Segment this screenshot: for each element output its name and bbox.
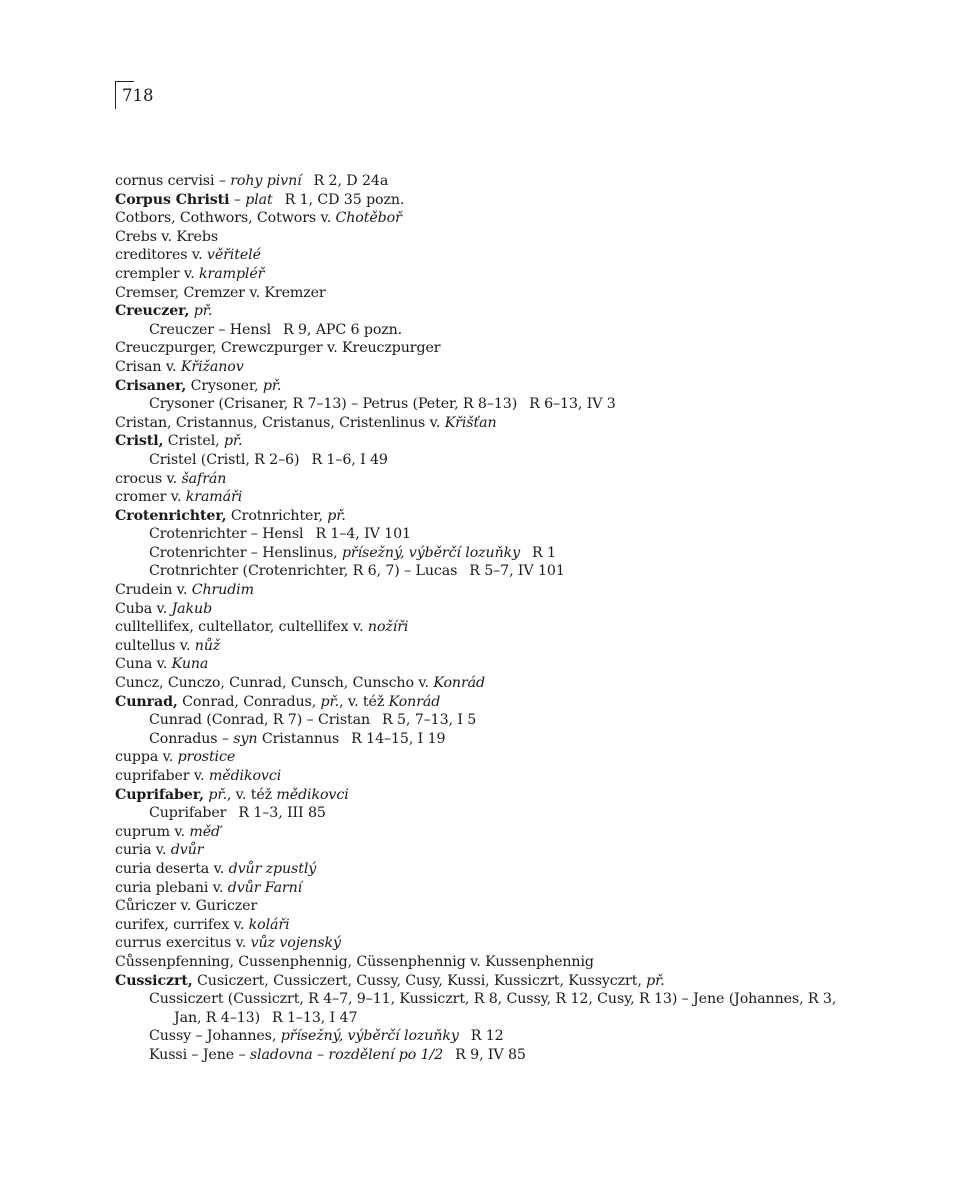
entry-text: Crebs v. Krebs <box>115 228 218 245</box>
entry-text: Conradus – <box>149 730 234 747</box>
entry-italic-text: syn <box>233 730 258 747</box>
entry-italic-text: nožíři <box>367 619 409 636</box>
entry-italic-text: př. <box>223 433 243 450</box>
entry-reference: R 14–15, I 19 <box>351 730 446 747</box>
index-entry <box>115 377 855 396</box>
entry-text: Cusiczert, Cussiczert, Cussy, Cusy, Kussi, Kussiczrt, Kussyczrt, <box>192 972 647 989</box>
index-entry <box>115 748 855 767</box>
entry-italic-text: př. <box>646 972 665 989</box>
page-number: 718 <box>122 86 154 105</box>
entry-reference: R 9, APC 6 pozn. <box>283 321 403 338</box>
entry-text: Crotnrichter, <box>226 507 328 524</box>
entry-italic-text: Jakub <box>171 600 213 617</box>
entry-text: Cůriczer v. Guriczer <box>115 898 258 915</box>
index-subentry <box>115 525 855 544</box>
index-subentry <box>115 451 855 470</box>
entry-text: Cunrad (Conrad, R 7) – Cristan <box>149 712 370 729</box>
entry-headword: Crotenrichter, <box>115 507 227 524</box>
entry-text: Conrad, Conradus, <box>177 693 321 710</box>
entry-text: currus exercitus v. <box>115 935 251 952</box>
entry-reference: R 1 <box>532 544 556 561</box>
index-entry <box>115 841 855 860</box>
entry-headword: Cussiczrt, <box>115 972 193 989</box>
entry-text: crempler v. <box>115 265 200 282</box>
entry-italic-text: šafrán <box>181 470 227 487</box>
entry-italic-text: př. <box>320 693 340 710</box>
index-subentry <box>115 395 855 414</box>
index-entry <box>115 934 855 953</box>
entry-text: cultellus v. <box>115 637 195 654</box>
index-entry <box>115 786 855 805</box>
entry-italic-text: koláři <box>248 916 290 933</box>
entry-italic-text: př. <box>262 377 282 394</box>
index-entry <box>115 823 855 842</box>
index-entry <box>115 172 855 191</box>
index-entry <box>115 637 855 656</box>
entry-headword: Corpus Christi <box>115 191 230 208</box>
index-subentry <box>115 711 855 730</box>
entry-text: Cuprifaber <box>149 805 227 822</box>
index-entry <box>115 916 855 935</box>
entry-text: Cristel, <box>163 433 224 450</box>
index-entry <box>115 246 855 265</box>
entry-text: Cuna v. <box>115 656 172 673</box>
entry-text: curia plebani v. <box>115 879 228 896</box>
entry-reference: R 6–13, IV 3 <box>529 396 616 413</box>
entry-italic-text: př. <box>327 507 346 524</box>
entry-italic-text: př. <box>208 786 227 803</box>
entry-italic-text: Kuna <box>171 656 209 673</box>
index-entry <box>115 860 855 879</box>
index-entry <box>115 655 855 674</box>
entry-italic-text: Chrudim <box>191 582 254 599</box>
entry-text: Kussi – Jene – <box>149 1046 250 1063</box>
entry-italic-text: nůž <box>194 637 221 654</box>
index-subentry <box>115 804 855 823</box>
index-subentry <box>115 1027 855 1046</box>
entry-text: creditores v. <box>115 247 207 264</box>
index-subentry <box>115 1046 855 1065</box>
entry-italic-text: Chotěboř <box>335 210 402 227</box>
index-entry <box>115 618 855 637</box>
index-entry <box>115 897 855 916</box>
index-entry <box>115 488 855 507</box>
entry-italic-text: př. <box>193 303 213 320</box>
entry-reference: R 9, IV 85 <box>455 1046 526 1063</box>
index-entry <box>115 209 855 228</box>
entry-text: Cůssenpfenning, Cussenphennig, Cüssenphennig v. Kussenphennig <box>115 953 594 970</box>
index-entry <box>115 879 855 898</box>
entry-text: – <box>229 191 246 208</box>
entry-italic-text: měď <box>189 823 221 840</box>
entry-reference: R 12 <box>470 1028 504 1045</box>
entry-text: Crisan v. <box>115 358 181 375</box>
index-entry <box>115 953 855 972</box>
entry-italic-text: dvůr <box>170 842 204 859</box>
entry-text: Cuba v. <box>115 600 172 617</box>
entry-italic-text: přísežný, výběrčí lozuňky <box>341 544 521 561</box>
entry-reference: R 2, D 24a <box>313 173 389 189</box>
entry-text: Cristel (Cristl, R 2–6) <box>149 451 300 468</box>
entry-text: culltellifex, cultellator, cultellifex v. <box>115 619 368 636</box>
entry-reference: R 1–6, I 49 <box>311 451 388 468</box>
index-subentry <box>115 321 855 340</box>
entry-reference: R 5–7, IV 101 <box>469 563 565 580</box>
entry-italic-text: dvůr Farní <box>227 879 303 896</box>
index-subentry <box>115 990 855 1027</box>
entry-italic-text: mědikovci <box>276 786 349 803</box>
index-entry <box>115 191 855 210</box>
entry-text: , v. též <box>226 786 277 803</box>
entry-italic-text: krampléř <box>199 265 265 282</box>
entry-reference: R 1, CD 35 pozn. <box>284 191 405 208</box>
index-subentry <box>115 730 855 749</box>
entry-italic-text: dvůr zpustlý <box>228 860 317 877</box>
index-entry <box>115 581 855 600</box>
entry-italic-text: sladovna – rozdělení po 1/2 <box>249 1046 444 1063</box>
entry-text: Creuczpurger, Crewczpurger v. Kreuczpurger <box>115 340 441 357</box>
entry-text: Crysoner, <box>186 377 263 394</box>
entry-text: Crotenrichter – Hensl <box>149 526 304 543</box>
entry-text: Crotenrichter – Henslinus, <box>149 544 342 561</box>
entry-text: cuprifaber v. <box>115 768 209 784</box>
entry-text: Creuczer – Hensl <box>149 321 272 338</box>
index-entry <box>115 674 855 693</box>
entry-text: cornus cervisi – <box>115 173 231 189</box>
entry-reference: R 1–13, I 47 <box>272 1009 358 1026</box>
entry-text: cuprum v. <box>115 823 190 840</box>
entry-text: Cussiczert (Cussiczrt, R 4–7, 9–11, Kussiczrt, R 8, Cussy, R 12, Cusy, R 13) – Jene (Johannes, R 3, Jan, R 4–13) <box>149 991 837 1026</box>
entry-headword: Cunrad, <box>115 693 178 710</box>
entry-italic-text: Křišťan <box>444 414 497 431</box>
entry-headword: Cuprifaber, <box>115 786 204 803</box>
index-entry <box>115 414 855 433</box>
entry-headword: Creuczer, <box>115 303 190 320</box>
index-entry <box>115 284 855 303</box>
index-entry <box>115 507 855 526</box>
entry-italic-text: věřitelé <box>206 247 261 264</box>
entry-text: Cristan, Cristannus, Cristanus, Cristenlinus v. <box>115 414 445 431</box>
entry-italic-text: mědikovci <box>208 768 282 784</box>
entry-text: cuppa v. <box>115 749 178 766</box>
entry-italic-text: Konrád <box>433 675 485 692</box>
index-entry <box>115 767 855 786</box>
index-subentry <box>115 544 855 563</box>
entry-text: curia deserta v. <box>115 860 229 877</box>
index-entry <box>115 302 855 321</box>
entry-text: curifex, currifex v. <box>115 916 249 933</box>
entry-italic-text: Křižanov <box>180 358 244 375</box>
entry-text: , v. též <box>339 693 389 710</box>
entry-text: curia v. <box>115 842 171 859</box>
index-column <box>115 172 855 1065</box>
entry-reference: R 1–4, IV 101 <box>315 526 411 543</box>
entry-text: Cristannus <box>257 730 340 747</box>
entry-italic-text: vůz vojenský <box>250 935 341 952</box>
index-entry <box>115 339 855 358</box>
index-entry <box>115 600 855 619</box>
entry-text: Crudein v. <box>115 582 192 599</box>
entry-reference: R 5, 7–13, I 5 <box>382 712 477 729</box>
index-entry <box>115 228 855 247</box>
entry-italic-text: rohy pivní <box>230 173 302 189</box>
entry-headword: Crisaner, <box>115 377 187 394</box>
entry-reference: R 1–3, III 85 <box>238 805 326 822</box>
entry-italic-text: prostice <box>177 749 236 766</box>
index-entry <box>115 470 855 489</box>
index-entry <box>115 693 855 712</box>
index-entry <box>115 972 855 991</box>
index-subentry <box>115 562 855 581</box>
entry-italic-text: plat <box>245 191 273 208</box>
entry-text: Cotbors, Cothwors, Cotwors v. <box>115 210 336 227</box>
entry-text: Crotnrichter (Crotenrichter, R 6, 7) – Lucas <box>149 563 458 580</box>
entry-text: Cussy – Johannes, <box>149 1028 281 1045</box>
index-entry <box>115 358 855 377</box>
entry-italic-text: přísežný, výběrčí lozuňky <box>280 1028 459 1045</box>
entry-text: Cremser, Cremzer v. Kremzer <box>115 284 326 301</box>
entry-italic-text: kramáři <box>185 489 243 506</box>
entry-text: crocus v. <box>115 470 182 487</box>
entry-text: Cuncz, Cunczo, Cunrad, Cunsch, Cunscho v. <box>115 675 434 692</box>
index-entry <box>115 432 855 451</box>
entry-italic-text: Konrád <box>388 693 441 710</box>
entry-text: cromer v. <box>115 489 186 506</box>
entry-headword: Cristl, <box>115 433 164 450</box>
index-entry <box>115 265 855 284</box>
entry-text: Crysoner (Crisaner, R 7–13) – Petrus (Peter, R 8–13) <box>149 396 518 413</box>
